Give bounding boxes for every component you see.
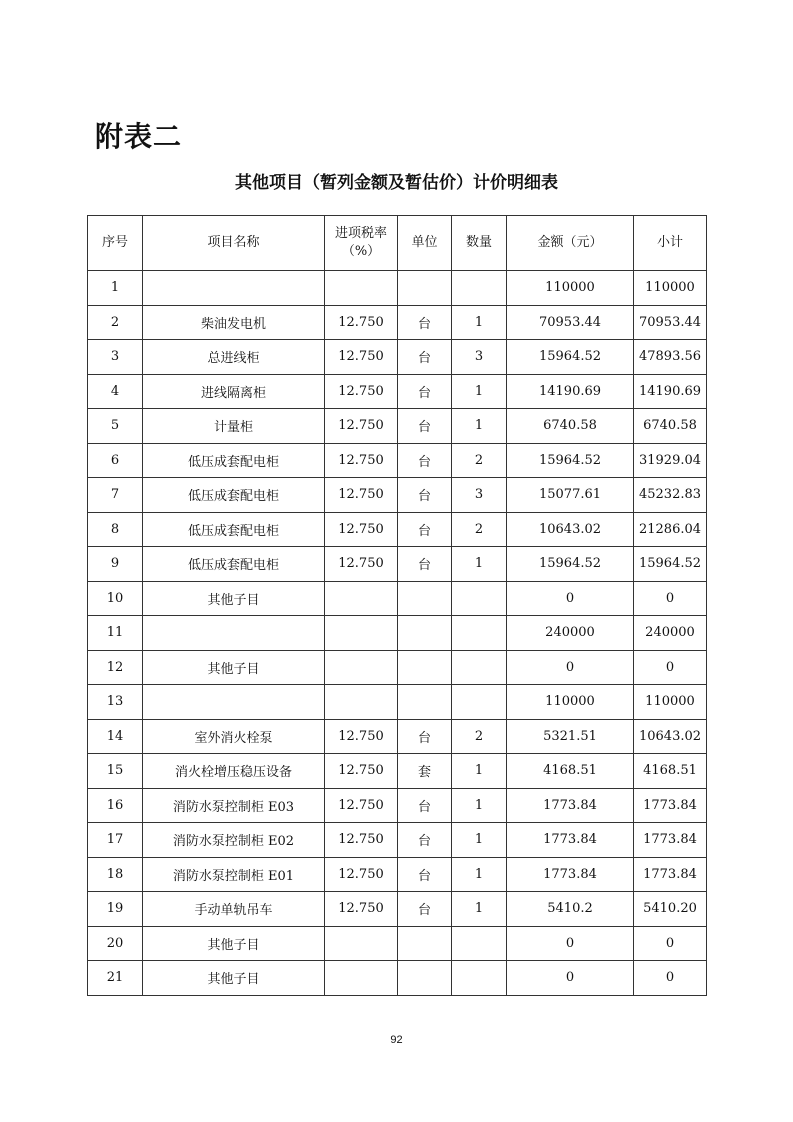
cell-tax-rate: 12.750: [325, 892, 398, 927]
cell-unit: 套: [398, 754, 452, 789]
cell-amount: 14190.69: [507, 374, 634, 409]
cell-tax-rate: 12.750: [325, 305, 398, 340]
cell-subtotal: 31929.04: [634, 443, 707, 478]
cell-seq: 19: [88, 892, 143, 927]
cell-name: [143, 616, 325, 651]
cell-tax-rate: 12.750: [325, 788, 398, 823]
cell-amount: 4168.51: [507, 754, 634, 789]
cell-name: 其他子目: [143, 650, 325, 685]
cell-tax-rate: 12.750: [325, 374, 398, 409]
cell-subtotal: 45232.83: [634, 478, 707, 513]
header-tax-rate-line2: （%）: [341, 244, 381, 259]
table-row: [88, 305, 707, 340]
cell-amount: 15964.52: [507, 443, 634, 478]
cell-unit: [398, 581, 452, 616]
cell-tax-rate: 12.750: [325, 478, 398, 513]
cell-seq: 14: [88, 719, 143, 754]
cell-unit: [398, 616, 452, 651]
cell-subtotal: 70953.44: [634, 305, 707, 340]
cell-seq: 16: [88, 788, 143, 823]
table-row: [88, 374, 707, 409]
table-row: [88, 547, 707, 582]
cell-subtotal: 6740.58: [634, 409, 707, 444]
cell-amount: 5410.2: [507, 892, 634, 927]
cell-amount: 6740.58: [507, 409, 634, 444]
table-title: 其他项目（暂列金额及暂估价）计价明细表: [235, 173, 558, 193]
cell-tax-rate: 12.750: [325, 512, 398, 547]
table-row: [88, 754, 707, 789]
cell-tax-rate: [325, 616, 398, 651]
cell-subtotal: 240000: [634, 616, 707, 651]
cell-seq: 5: [88, 409, 143, 444]
table-row: [88, 409, 707, 444]
table-row: [88, 650, 707, 685]
cell-name: 消防水泵控制柜 E01: [143, 857, 325, 892]
cell-seq: 6: [88, 443, 143, 478]
table-row: [88, 581, 707, 616]
cell-name: 低压成套配电柜: [143, 478, 325, 513]
cell-seq: 8: [88, 512, 143, 547]
cell-amount: 15964.52: [507, 340, 634, 375]
page-number: 92: [390, 1034, 403, 1046]
cell-seq: 18: [88, 857, 143, 892]
cell-subtotal: 10643.02: [634, 719, 707, 754]
cell-tax-rate: [325, 685, 398, 720]
header-seq: 序号: [88, 216, 143, 271]
cell-tax-rate: 12.750: [325, 443, 398, 478]
cell-qty: 3: [452, 478, 507, 513]
cell-tax-rate: 12.750: [325, 547, 398, 582]
cell-tax-rate: 12.750: [325, 823, 398, 858]
cell-unit: 台: [398, 892, 452, 927]
cell-amount: 0: [507, 581, 634, 616]
cell-tax-rate: [325, 961, 398, 996]
cell-qty: [452, 926, 507, 961]
cell-qty: 2: [452, 443, 507, 478]
table-row: [88, 823, 707, 858]
cell-name: 其他子目: [143, 581, 325, 616]
table-row: [88, 926, 707, 961]
cell-name: 进线隔离柜: [143, 374, 325, 409]
cell-qty: 1: [452, 754, 507, 789]
cell-seq: 20: [88, 926, 143, 961]
cell-seq: 11: [88, 616, 143, 651]
cell-name: 手动单轨吊车: [143, 892, 325, 927]
cell-subtotal: 0: [634, 926, 707, 961]
cell-tax-rate: [325, 581, 398, 616]
cell-unit: 台: [398, 823, 452, 858]
cell-name: 其他子目: [143, 926, 325, 961]
cell-seq: 10: [88, 581, 143, 616]
cell-name: 低压成套配电柜: [143, 443, 325, 478]
cell-subtotal: 1773.84: [634, 857, 707, 892]
cell-name: 柴油发电机: [143, 305, 325, 340]
cell-amount: 240000: [507, 616, 634, 651]
table-row: [88, 340, 707, 375]
header-unit: 单位: [398, 216, 452, 271]
cell-amount: 70953.44: [507, 305, 634, 340]
cell-seq: 7: [88, 478, 143, 513]
cell-name: [143, 271, 325, 306]
cell-unit: 台: [398, 478, 452, 513]
cell-amount: 1773.84: [507, 788, 634, 823]
cell-unit: 台: [398, 305, 452, 340]
cell-tax-rate: 12.750: [325, 754, 398, 789]
cell-amount: 0: [507, 650, 634, 685]
cell-tax-rate: 12.750: [325, 719, 398, 754]
table-row: [88, 961, 707, 996]
cell-seq: 3: [88, 340, 143, 375]
table-header-row: [88, 216, 707, 271]
cell-name: 总进线柜: [143, 340, 325, 375]
cell-qty: 1: [452, 409, 507, 444]
cell-name: 低压成套配电柜: [143, 512, 325, 547]
appendix-title: 附表二: [95, 120, 183, 153]
cell-amount: 10643.02: [507, 512, 634, 547]
cell-seq: 15: [88, 754, 143, 789]
cell-unit: [398, 926, 452, 961]
cell-qty: 2: [452, 719, 507, 754]
table-row: [88, 788, 707, 823]
cell-amount: 5321.51: [507, 719, 634, 754]
cell-amount: 0: [507, 961, 634, 996]
header-name: 项目名称: [143, 216, 325, 271]
header-tax-rate: [325, 216, 398, 271]
cell-amount: 110000: [507, 685, 634, 720]
cell-unit: [398, 685, 452, 720]
table-body: [88, 271, 707, 996]
table-row: [88, 857, 707, 892]
cell-unit: 台: [398, 788, 452, 823]
cell-qty: 1: [452, 857, 507, 892]
cell-qty: [452, 271, 507, 306]
cell-subtotal: 0: [634, 581, 707, 616]
cell-seq: 4: [88, 374, 143, 409]
cell-unit: 台: [398, 547, 452, 582]
cell-qty: 1: [452, 788, 507, 823]
cell-qty: 2: [452, 512, 507, 547]
table-row: [88, 719, 707, 754]
cell-seq: 21: [88, 961, 143, 996]
cell-tax-rate: 12.750: [325, 857, 398, 892]
cell-tax-rate: 12.750: [325, 340, 398, 375]
cell-subtotal: 5410.20: [634, 892, 707, 927]
cell-unit: 台: [398, 512, 452, 547]
table-row: [88, 443, 707, 478]
cell-subtotal: 14190.69: [634, 374, 707, 409]
cell-amount: 15077.61: [507, 478, 634, 513]
table-row: [88, 892, 707, 927]
cell-seq: 17: [88, 823, 143, 858]
cell-amount: 0: [507, 926, 634, 961]
cell-unit: [398, 271, 452, 306]
cell-qty: [452, 685, 507, 720]
cell-subtotal: 110000: [634, 271, 707, 306]
cell-unit: 台: [398, 857, 452, 892]
cell-unit: 台: [398, 374, 452, 409]
cell-qty: [452, 650, 507, 685]
table-row: [88, 685, 707, 720]
cell-subtotal: 0: [634, 961, 707, 996]
cell-subtotal: 110000: [634, 685, 707, 720]
cell-unit: 台: [398, 409, 452, 444]
cell-amount: 1773.84: [507, 823, 634, 858]
cell-seq: 2: [88, 305, 143, 340]
cell-unit: [398, 650, 452, 685]
cell-name: 室外消火栓泵: [143, 719, 325, 754]
pricing-detail-table: [87, 215, 707, 996]
cell-qty: [452, 616, 507, 651]
cell-qty: 1: [452, 374, 507, 409]
cell-name: 消火栓增压稳压设备: [143, 754, 325, 789]
table-row: [88, 512, 707, 547]
cell-name: 低压成套配电柜: [143, 547, 325, 582]
cell-unit: [398, 961, 452, 996]
table-row: [88, 271, 707, 306]
cell-amount: 110000: [507, 271, 634, 306]
cell-seq: 13: [88, 685, 143, 720]
cell-seq: 1: [88, 271, 143, 306]
cell-amount: 15964.52: [507, 547, 634, 582]
cell-subtotal: 21286.04: [634, 512, 707, 547]
cell-subtotal: 0: [634, 650, 707, 685]
cell-unit: 台: [398, 719, 452, 754]
cell-qty: [452, 961, 507, 996]
cell-qty: 1: [452, 547, 507, 582]
table-row: [88, 616, 707, 651]
header-qty: 数量: [452, 216, 507, 271]
cell-tax-rate: [325, 271, 398, 306]
cell-subtotal: 47893.56: [634, 340, 707, 375]
cell-subtotal: 4168.51: [634, 754, 707, 789]
cell-unit: 台: [398, 443, 452, 478]
cell-subtotal: 1773.84: [634, 788, 707, 823]
cell-name: 其他子目: [143, 961, 325, 996]
cell-qty: 1: [452, 892, 507, 927]
header-tax-rate-line1: 进项税率: [334, 226, 387, 241]
cell-tax-rate: 12.750: [325, 409, 398, 444]
cell-name: 消防水泵控制柜 E03: [143, 788, 325, 823]
cell-tax-rate: [325, 650, 398, 685]
table-row: [88, 478, 707, 513]
cell-qty: 1: [452, 305, 507, 340]
cell-subtotal: 1773.84: [634, 823, 707, 858]
header-subtotal: 小计: [634, 216, 707, 271]
cell-name: 消防水泵控制柜 E02: [143, 823, 325, 858]
cell-seq: 9: [88, 547, 143, 582]
cell-name: 计量柜: [143, 409, 325, 444]
cell-amount: 1773.84: [507, 857, 634, 892]
cell-tax-rate: [325, 926, 398, 961]
cell-name: [143, 685, 325, 720]
cell-qty: 1: [452, 823, 507, 858]
cell-seq: 12: [88, 650, 143, 685]
cell-qty: [452, 581, 507, 616]
header-amount: 金额（元）: [507, 216, 634, 271]
cell-qty: 3: [452, 340, 507, 375]
cell-unit: 台: [398, 340, 452, 375]
cell-subtotal: 15964.52: [634, 547, 707, 582]
